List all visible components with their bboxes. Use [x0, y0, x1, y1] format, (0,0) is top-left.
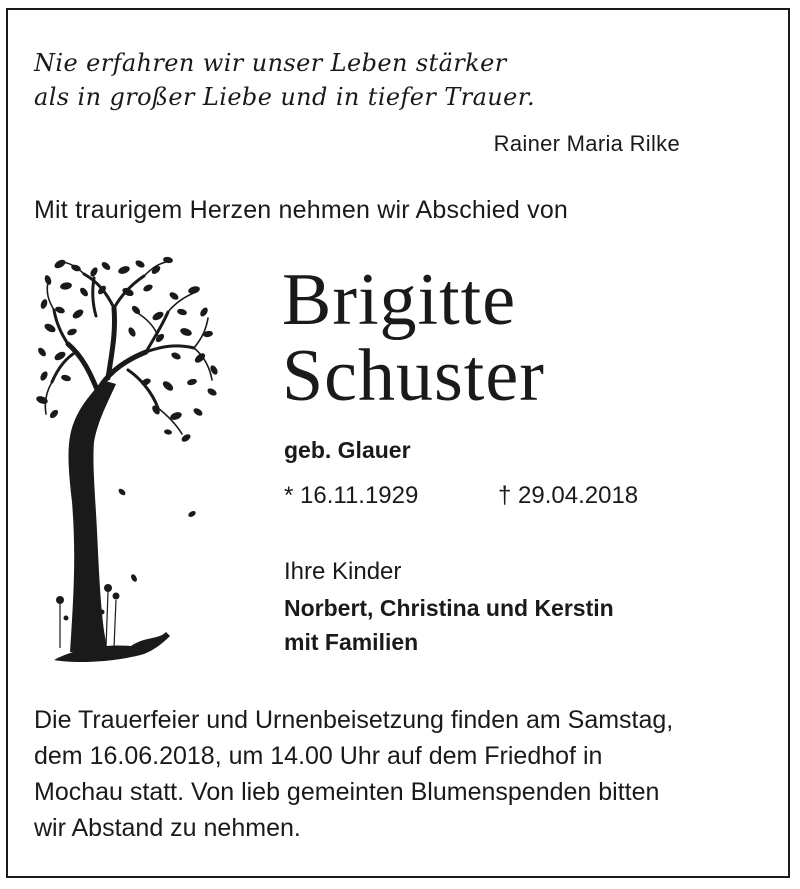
tree-icon: [36, 252, 220, 666]
birth-date: * 16.11.1929: [284, 482, 419, 509]
quote-line-2: als in großer Liebe und in tiefer Trauer.: [34, 83, 536, 111]
last-name: Schuster: [282, 335, 545, 417]
funeral-notice: [34, 702, 769, 846]
maiden-name: geb. Glauer: [284, 437, 411, 463]
quote-author: Rainer Maria Rilke: [493, 131, 680, 156]
notice-line-4: wir Abstand zu nehmen.: [34, 814, 301, 842]
mourners-line-1: Norbert, Christina und Kerstin: [284, 595, 614, 621]
notice-line-2: dem 16.06.2018, um 14.00 Uhr auf dem Friedhof in: [34, 742, 603, 770]
mourners-names: [284, 591, 614, 659]
first-name: Brigitte: [282, 259, 517, 341]
quote-line-1: Nie erfahren wir unser Leben stärker: [34, 49, 507, 77]
notice-line-3: Mochau statt. Von lieb gemeinten Blumenspenden bitten: [34, 778, 660, 806]
notice-line-1: Die Trauerfeier und Urnenbeisetzung finden am Samstag,: [34, 706, 674, 734]
deceased-name: [282, 259, 545, 417]
death-date: † 29.04.2018: [498, 482, 639, 509]
mourners-line-2: mit Familien: [284, 629, 419, 655]
mourners-label: Ihre Kinder: [284, 558, 402, 585]
intro-text: Mit traurigem Herzen nehmen wir Abschied von: [34, 196, 569, 224]
quote: [34, 46, 535, 114]
